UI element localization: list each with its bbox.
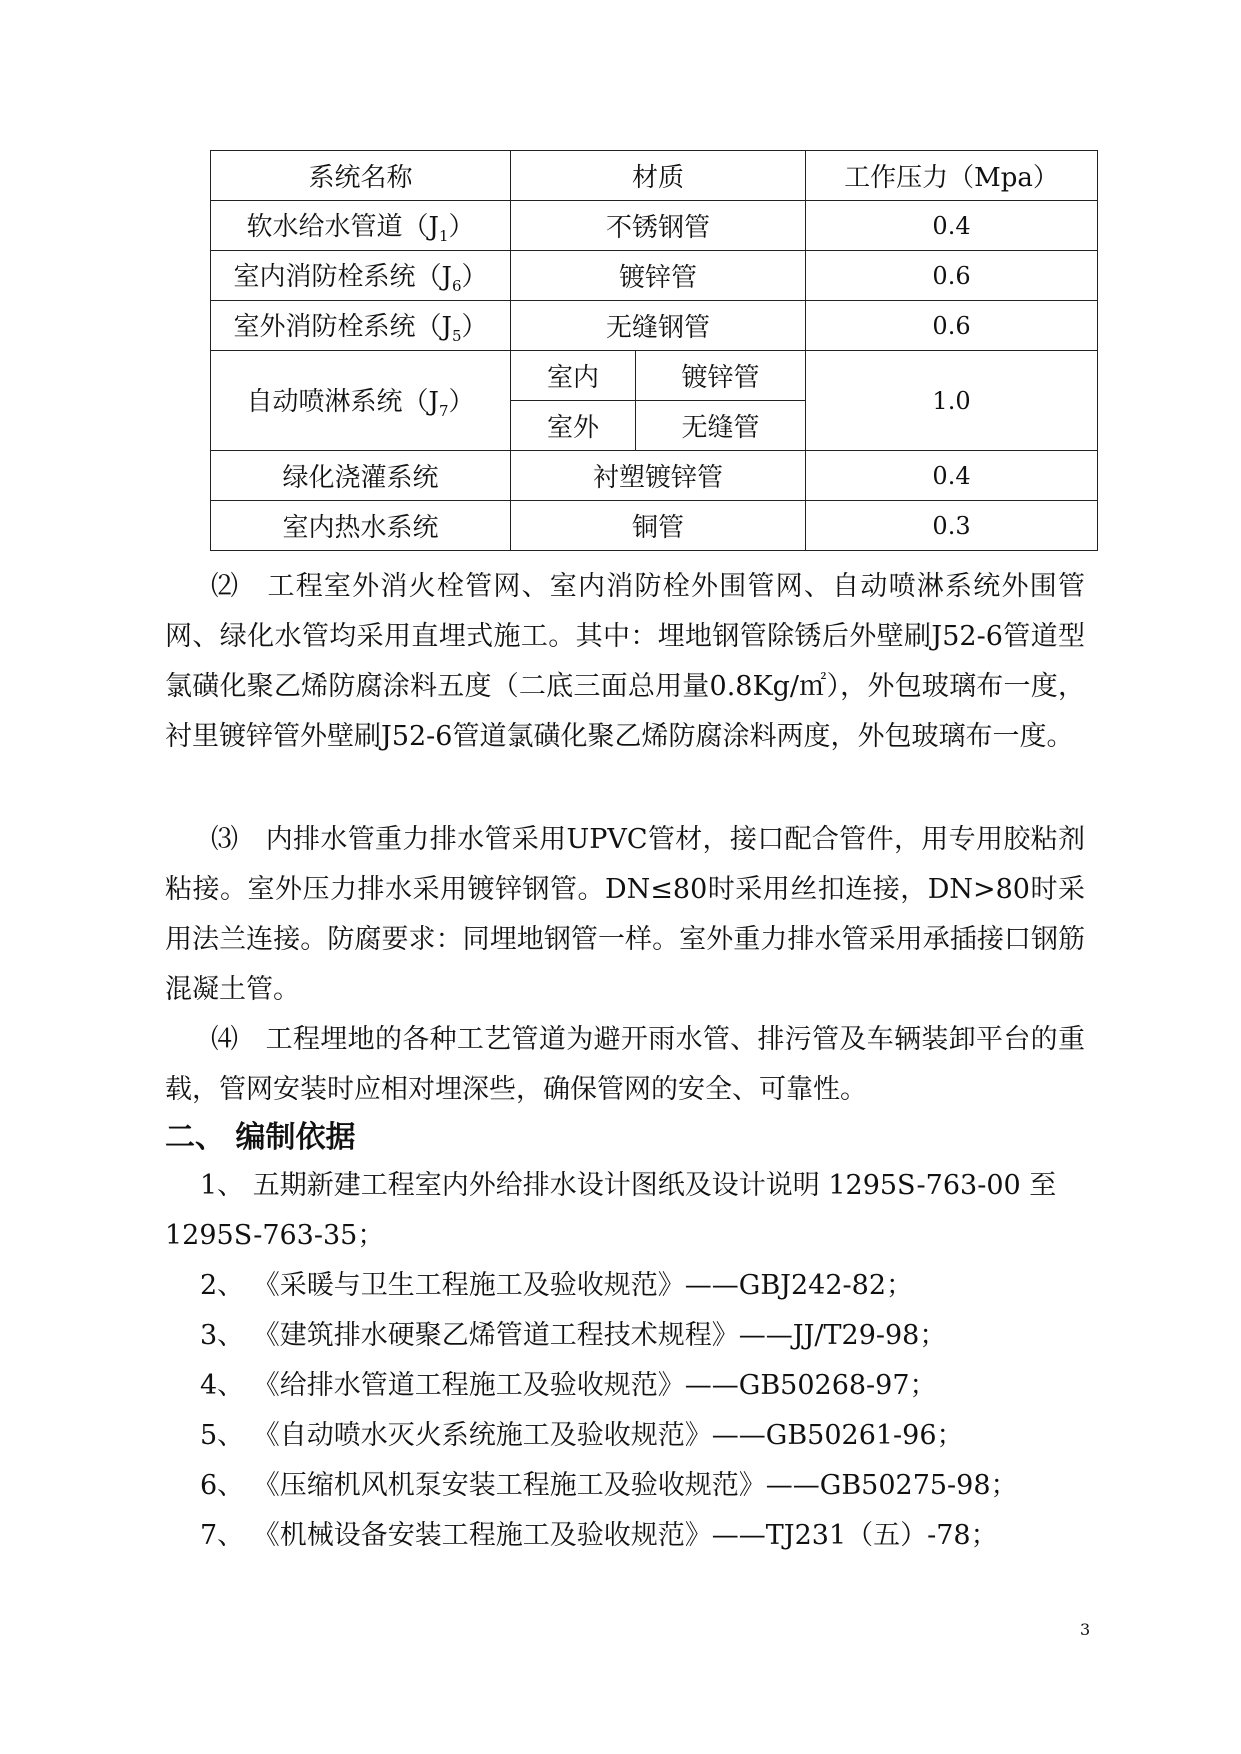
paragraph-4 xyxy=(165,1015,1085,1115)
pressure-cell: 0.4 xyxy=(806,201,1098,251)
page-number: 3 xyxy=(1080,1620,1091,1639)
paragraph-2 xyxy=(165,562,1085,762)
pressure-cell: 1.0 xyxy=(806,351,1098,451)
paragraph-text: 工程埋地的各种工艺管道为避开雨水管、排污管及车辆装卸平台的重载，管网安装时应相对埋深些，确保管网的安全、可靠性。 xyxy=(165,1024,1086,1105)
material-cell: 衬塑镀锌管 xyxy=(511,451,806,501)
basis-item-1-line-1: 1、 五期新建工程室内外给排水设计图纸及设计说明 1295S-763-00 至 xyxy=(200,1170,1057,1201)
section-heading: 二、 编制依据 xyxy=(165,1120,356,1155)
material-cell: 镀锌管 xyxy=(511,251,806,301)
table-header-row xyxy=(211,151,1098,201)
paragraph-text: 工程室外消火栓管网、室内消防栓外围管网、自动喷淋系统外围管网、绿化水管均采用直埋式施工。其中：埋地钢管除锈后外壁刷J52-6管道型氯磺化聚乙烯防腐涂料五度（二底三面总用量0.8Kg/㎡），外包玻璃布一度，衬里镀锌管外壁刷J52-6管道氯磺化聚乙烯防腐涂料两度，外包玻璃布一度。 xyxy=(165,571,1086,752)
basis-item-1-line-2: 1295S-763-35； xyxy=(165,1220,385,1251)
table-row xyxy=(211,501,1098,551)
pipe-spec-table xyxy=(210,150,1098,551)
pressure-cell: 0.4 xyxy=(806,451,1098,501)
paragraph-text: 内排水管重力排水管采用UPVC管材，接口配合管件，用专用胶粘剂粘接。室外压力排水采用镀锌钢管。DN≤80时采用丝扣连接，DN>80时采用法兰连接。防腐要求：同埋地钢管一样。室外重力排水管采用承插接口钢筋混凝土管。 xyxy=(165,824,1086,1005)
material-cell: 无缝管 xyxy=(636,401,806,451)
basis-item: 3、 《建筑排水硬聚乙烯管道工程技术规程》——JJ/T29-98； xyxy=(200,1320,947,1351)
material-cell: 镀锌管 xyxy=(636,351,806,401)
system-name-cell: 室内热水系统 xyxy=(211,501,511,551)
header-pressure: 工作压力（Mpa） xyxy=(806,151,1098,201)
basis-item: 6、 《压缩机风机泵安装工程施工及验收规范》——GB50275-98； xyxy=(200,1470,1018,1501)
basis-item: 7、 《机械设备安装工程施工及验收规范》——TJ231（五）-78； xyxy=(200,1520,998,1551)
table-row xyxy=(211,201,1098,251)
table-row xyxy=(211,301,1098,351)
paragraph-number: ⑶ xyxy=(211,824,239,855)
paragraph-number: ⑵ xyxy=(211,571,240,602)
basis-item: 5、 《自动喷水灭火系统施工及验收规范》——GB50261-96； xyxy=(200,1420,964,1451)
paragraph-3 xyxy=(165,815,1085,1015)
material-cell: 不锈钢管 xyxy=(511,201,806,251)
paragraph-number: ⑷ xyxy=(211,1024,239,1055)
system-name-cell: 绿化浇灌系统 xyxy=(211,451,511,501)
basis-item: 4、 《给排水管道工程施工及验收规范》——GB50268-97； xyxy=(200,1370,937,1401)
header-material: 材质 xyxy=(511,151,806,201)
pressure-cell: 0.6 xyxy=(806,301,1098,351)
pressure-cell: 0.6 xyxy=(806,251,1098,301)
table-row-sprinkler-indoor xyxy=(211,351,1098,401)
table-row xyxy=(211,251,1098,301)
table-row xyxy=(211,451,1098,501)
header-system-name: 系统名称 xyxy=(211,151,511,201)
material-cell: 无缝钢管 xyxy=(511,301,806,351)
system-name-cell: 自动喷淋系统$(J_7)$ xyxy=(211,351,511,451)
location-cell: 室内 xyxy=(511,351,636,401)
system-name-cell: 室外消防栓系统$(J_5)$ xyxy=(211,301,511,351)
basis-item: 2、 《采暖与卫生工程施工及验收规范》——GBJ242-82； xyxy=(200,1270,914,1301)
system-name-cell: 软水给水管道$(J_1)$ xyxy=(211,201,511,251)
pressure-cell: 0.3 xyxy=(806,501,1098,551)
location-cell: 室外 xyxy=(511,401,636,451)
material-cell: 铜管 xyxy=(511,501,806,551)
system-name-cell: 室内消防栓系统$(J_6)$ xyxy=(211,251,511,301)
